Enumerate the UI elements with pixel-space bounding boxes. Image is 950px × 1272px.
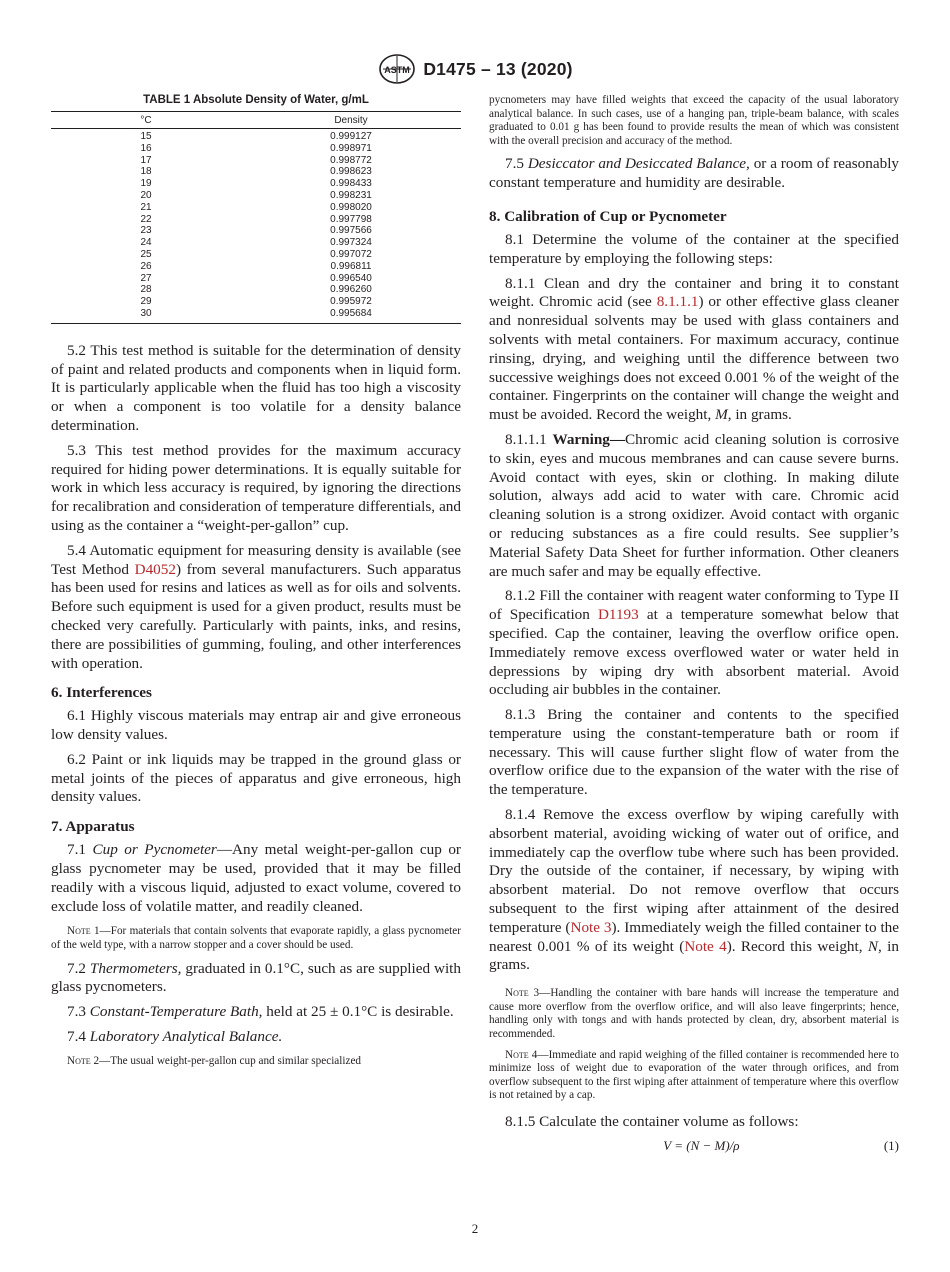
density-cell: 0.997072 xyxy=(330,248,372,260)
temperature-cell: 20 xyxy=(140,189,152,201)
temperature-cell: 30 xyxy=(51,308,241,323)
temperature-cell: 26 xyxy=(140,260,152,272)
paragraph-7-5: 7.5 Desiccator and Desiccated Balance, or a room of reasonably constant temperature and humidity are desirable. xyxy=(489,155,900,192)
density-cell: 0.998231 xyxy=(330,189,372,201)
link-d1193[interactable]: D1193 xyxy=(597,606,639,624)
table-row xyxy=(51,178,461,190)
equation-formula: V = (N − M)/ρ xyxy=(663,1137,740,1153)
table-row xyxy=(51,284,461,296)
temperature-cell: 18 xyxy=(140,166,152,178)
table-title: TABLE 1 Absolute Density of Water, g/mL xyxy=(143,94,369,106)
paragraph-8-1-1: 8.1.1 Clean and dry the container and bring it to constant weight. Chromic acid (see 8.1.1.1) or other effective glass cleaner and nonresidual solvents may be used with glass containers and solvents with metal containers. For maximum accuracy, continue rinsing, drying, and weighing until the difference between two successive weighings does not exceed 0.001 % of the weight of the container. Fingerprints on the container will change the weight and must be avoided. Record the weight, M, in grams. xyxy=(489,274,899,424)
density-table xyxy=(51,111,461,324)
link-note-4[interactable]: Note 4 xyxy=(684,937,727,955)
table-row xyxy=(51,225,461,237)
paragraph-6-1: 6.1 Highly viscous materials may entrap air and give erroneous low density values. xyxy=(51,707,461,744)
note-3: Note 3—Handling the container with bare hands will increase the temperature and cause more overflow from the overflow orifice, and will also leave fingerprints; hence, handling only with tongs and with hands protected by clean, dry, absorbent material is recommended. xyxy=(489,987,899,1041)
table-row xyxy=(51,190,461,202)
paragraph-7-2: 7.2 Thermometers, graduated in 0.1°C, such as are supplied with glass pycnometers. xyxy=(51,959,461,996)
paragraph-5-2: 5.2 This test method is suitable for the determination of density of paint and related products and components when in liquid form. It is particularly applicable when the fluid has too high a viscosity or when a component is too volatile for a density balance determination. xyxy=(51,341,461,434)
density-cell: 0.995972 xyxy=(330,296,372,308)
table-row xyxy=(51,261,461,273)
temperature-cell: 22 xyxy=(140,213,152,225)
note-2-continued: pycnometers may have filled weights that exceed the capacity of the usual laboratory analytical balance. In such cases, use of a hanging pan, triple-beam balance, with scales graduated to 0.01 g has been found to provide results the mean of which was consistent with the overall precision and accuracy of the method. xyxy=(489,94,899,147)
table-row xyxy=(51,273,461,285)
paragraph-8-1-3: 8.1.3 Bring the container and contents to the specified temperature using the constant-temperature bath or room if necessary. This will cause further slight flow of water from the overflow orifice due to the expansion of the water with the rise of the temperature. xyxy=(489,706,899,799)
temperature-cell: 17 xyxy=(140,154,152,166)
paragraph-8-1-1-1: 8.1.1.1 Warning—Chromic acid cleaning solution is corrosive to skin, eyes and mucous membranes and can cause severe burns. Avoid contact with eyes, skin or clothing. In making dilute solution, always add acid to water with care. Chromic acid cleaning solution is a strong oxidizer. Avoid contact with organic or reducing substances as a fire could results. See supplier’s Material Safety Data Sheet for further information. Other cleaners are much safer and may be equally effective. xyxy=(489,430,899,580)
table-row xyxy=(51,166,461,178)
link-8-1-1-1[interactable]: 8.1.1.1 xyxy=(656,293,699,311)
link-d4052[interactable]: D4052 xyxy=(134,560,176,578)
paragraph-7-3: 7.3 Constant-Temperature Bath, held at 25 ± 0.1°C is desirable. xyxy=(67,1003,454,1021)
column-header-temperature: °C xyxy=(51,112,241,129)
table-row xyxy=(51,308,461,323)
link-note-3[interactable]: Note 3 xyxy=(570,918,612,936)
density-cell: 0.998623 xyxy=(330,166,372,178)
temperature-cell: 21 xyxy=(140,201,152,213)
paragraph-8-1-2: 8.1.2 Fill the container with reagent water conforming to Type II of Specification D1193 at a temperature somewhat below that specified. Cap the container, leaving the overflow orifice open. Immediately remove excess overflowed water or water held in depressions by wiping dry with absorbent material. Avoid occluding air bubbles in the container. xyxy=(489,587,899,699)
temperature-cell: 24 xyxy=(140,237,152,249)
right-column xyxy=(489,94,899,1154)
section-heading-7: 7. Apparatus xyxy=(51,818,135,836)
table-row xyxy=(51,237,461,249)
density-cell: 0.998433 xyxy=(330,178,372,190)
density-cell: 0.998020 xyxy=(330,201,372,213)
temperature-cell: 27 xyxy=(140,272,152,284)
page-header xyxy=(0,52,950,86)
astm-logo-icon xyxy=(377,52,417,86)
table-row xyxy=(51,202,461,214)
table-row xyxy=(51,214,461,226)
temperature-cell: 16 xyxy=(140,142,152,154)
table-row xyxy=(51,296,461,308)
note-1: Note 1—For materials that contain solvents that evaporate rapidly, a glass pycnometer of the weld type, with a narrow stopper and a cover should be used. xyxy=(51,925,461,952)
temperature-cell: 28 xyxy=(140,284,152,296)
table-header-row xyxy=(51,112,461,129)
temperature-cell: 29 xyxy=(140,296,152,308)
table-row xyxy=(51,249,461,261)
density-cell: 0.998971 xyxy=(330,142,372,154)
temperature-cell: 23 xyxy=(140,225,152,237)
temperature-cell: 15 xyxy=(140,131,152,142)
table-row xyxy=(51,143,461,155)
paragraph-7-4: 7.4 Laboratory Analytical Balance. xyxy=(67,1028,283,1046)
paragraph-5-4: 5.4 Automatic equipment for measuring density is available (see Test Method D4052) from several manufacturers. Such apparatus has been used for resins and latices as well as for oils and solvents. Before such equipment is used for a given product, results must be checked very carefully. Particularly with paints, inks, and resins, there are possibilities of gumming, fouling, and other interferences with operation. xyxy=(51,541,461,672)
section-heading-6: 6. Interferences xyxy=(51,684,152,702)
paragraph-8-1-4: 8.1.4 Remove the excess overflow by wiping carefully with absorbent material, avoiding wicking of water out of orifice, and immediately cap the overflow tube where such has been provided. Dry the outside of the container, if necessary, by wiping with absorbent material. Do not remove overflow that occurs subsequent to the first wiping after attainment of the desired temperature (Note 3). Immediately weigh the filled container to the nearest 0.001 % of its weight (Note 4). Record this weight, N, in grams. xyxy=(489,806,899,974)
equation-1 xyxy=(489,1138,899,1154)
paragraph-8-1: 8.1 Determine the volume of the container at the specified temperature by employing the following steps: xyxy=(489,230,899,267)
density-cell: 0.999127 xyxy=(330,131,372,142)
paragraph-6-2: 6.2 Paint or ink liquids may be trapped in the ground glass or metal joints of the pieces of apparatus and give erroneous, high density values. xyxy=(51,750,461,806)
density-cell: 0.997566 xyxy=(330,225,372,237)
svg-text:ASTM: ASTM xyxy=(384,65,411,75)
page-number: 2 xyxy=(471,1221,479,1236)
paragraph-8-1-5: 8.1.5 Calculate the container volume as follows: xyxy=(505,1113,799,1130)
density-cell: 0.997798 xyxy=(330,213,372,225)
density-cell: 0.996811 xyxy=(330,260,372,272)
density-cell: 0.995684 xyxy=(241,308,461,323)
standard-designation: D1475 – 13 (2020) xyxy=(423,58,573,79)
density-cell: 0.996260 xyxy=(330,284,372,296)
density-cell: 0.996540 xyxy=(330,272,372,284)
section-heading-8: 8. Calibration of Cup or Pycnometer xyxy=(489,207,727,225)
temperature-cell: 25 xyxy=(140,248,152,260)
density-cell: 0.998772 xyxy=(330,154,372,166)
table-row xyxy=(51,129,461,143)
table-row xyxy=(51,155,461,167)
density-cell: 0.997324 xyxy=(330,237,372,249)
temperature-cell: 19 xyxy=(140,178,152,190)
note-4: Note 4—Immediate and rapid weighing of the filled container is recommended here to minimize loss of weight due to evaporation of the water through orifices, and from overflow subsequent to the first wiping after attainment of temperature where this overflow is not retained by a cap. xyxy=(489,1048,899,1102)
equation-number: (1) xyxy=(883,1137,899,1153)
note-2: Note 2—The usual weight-per-gallon cup and similar specialized xyxy=(67,1054,362,1067)
paragraph-7-1: 7.1 Cup or Pycnometer—Any metal weight-per-gallon cup or glass pycnometer may be used, provided that it may be filled readily with a viscous liquid, adjusted to exact volume, covered to exclude loss of volatile matter, and readily cleaned. xyxy=(51,841,461,915)
left-column xyxy=(51,94,461,1075)
column-header-density: Density xyxy=(241,112,461,129)
density-table-body xyxy=(51,129,461,324)
paragraph-5-3: 5.3 This test method provides for the maximum accuracy required for hiding power determinations. It is equally suitable for work in which less accuracy is required, by ignoring the directions for recalibration and consideration of temperature differentials, and using as the container a “weight-per-gallon” cup. xyxy=(51,441,461,534)
